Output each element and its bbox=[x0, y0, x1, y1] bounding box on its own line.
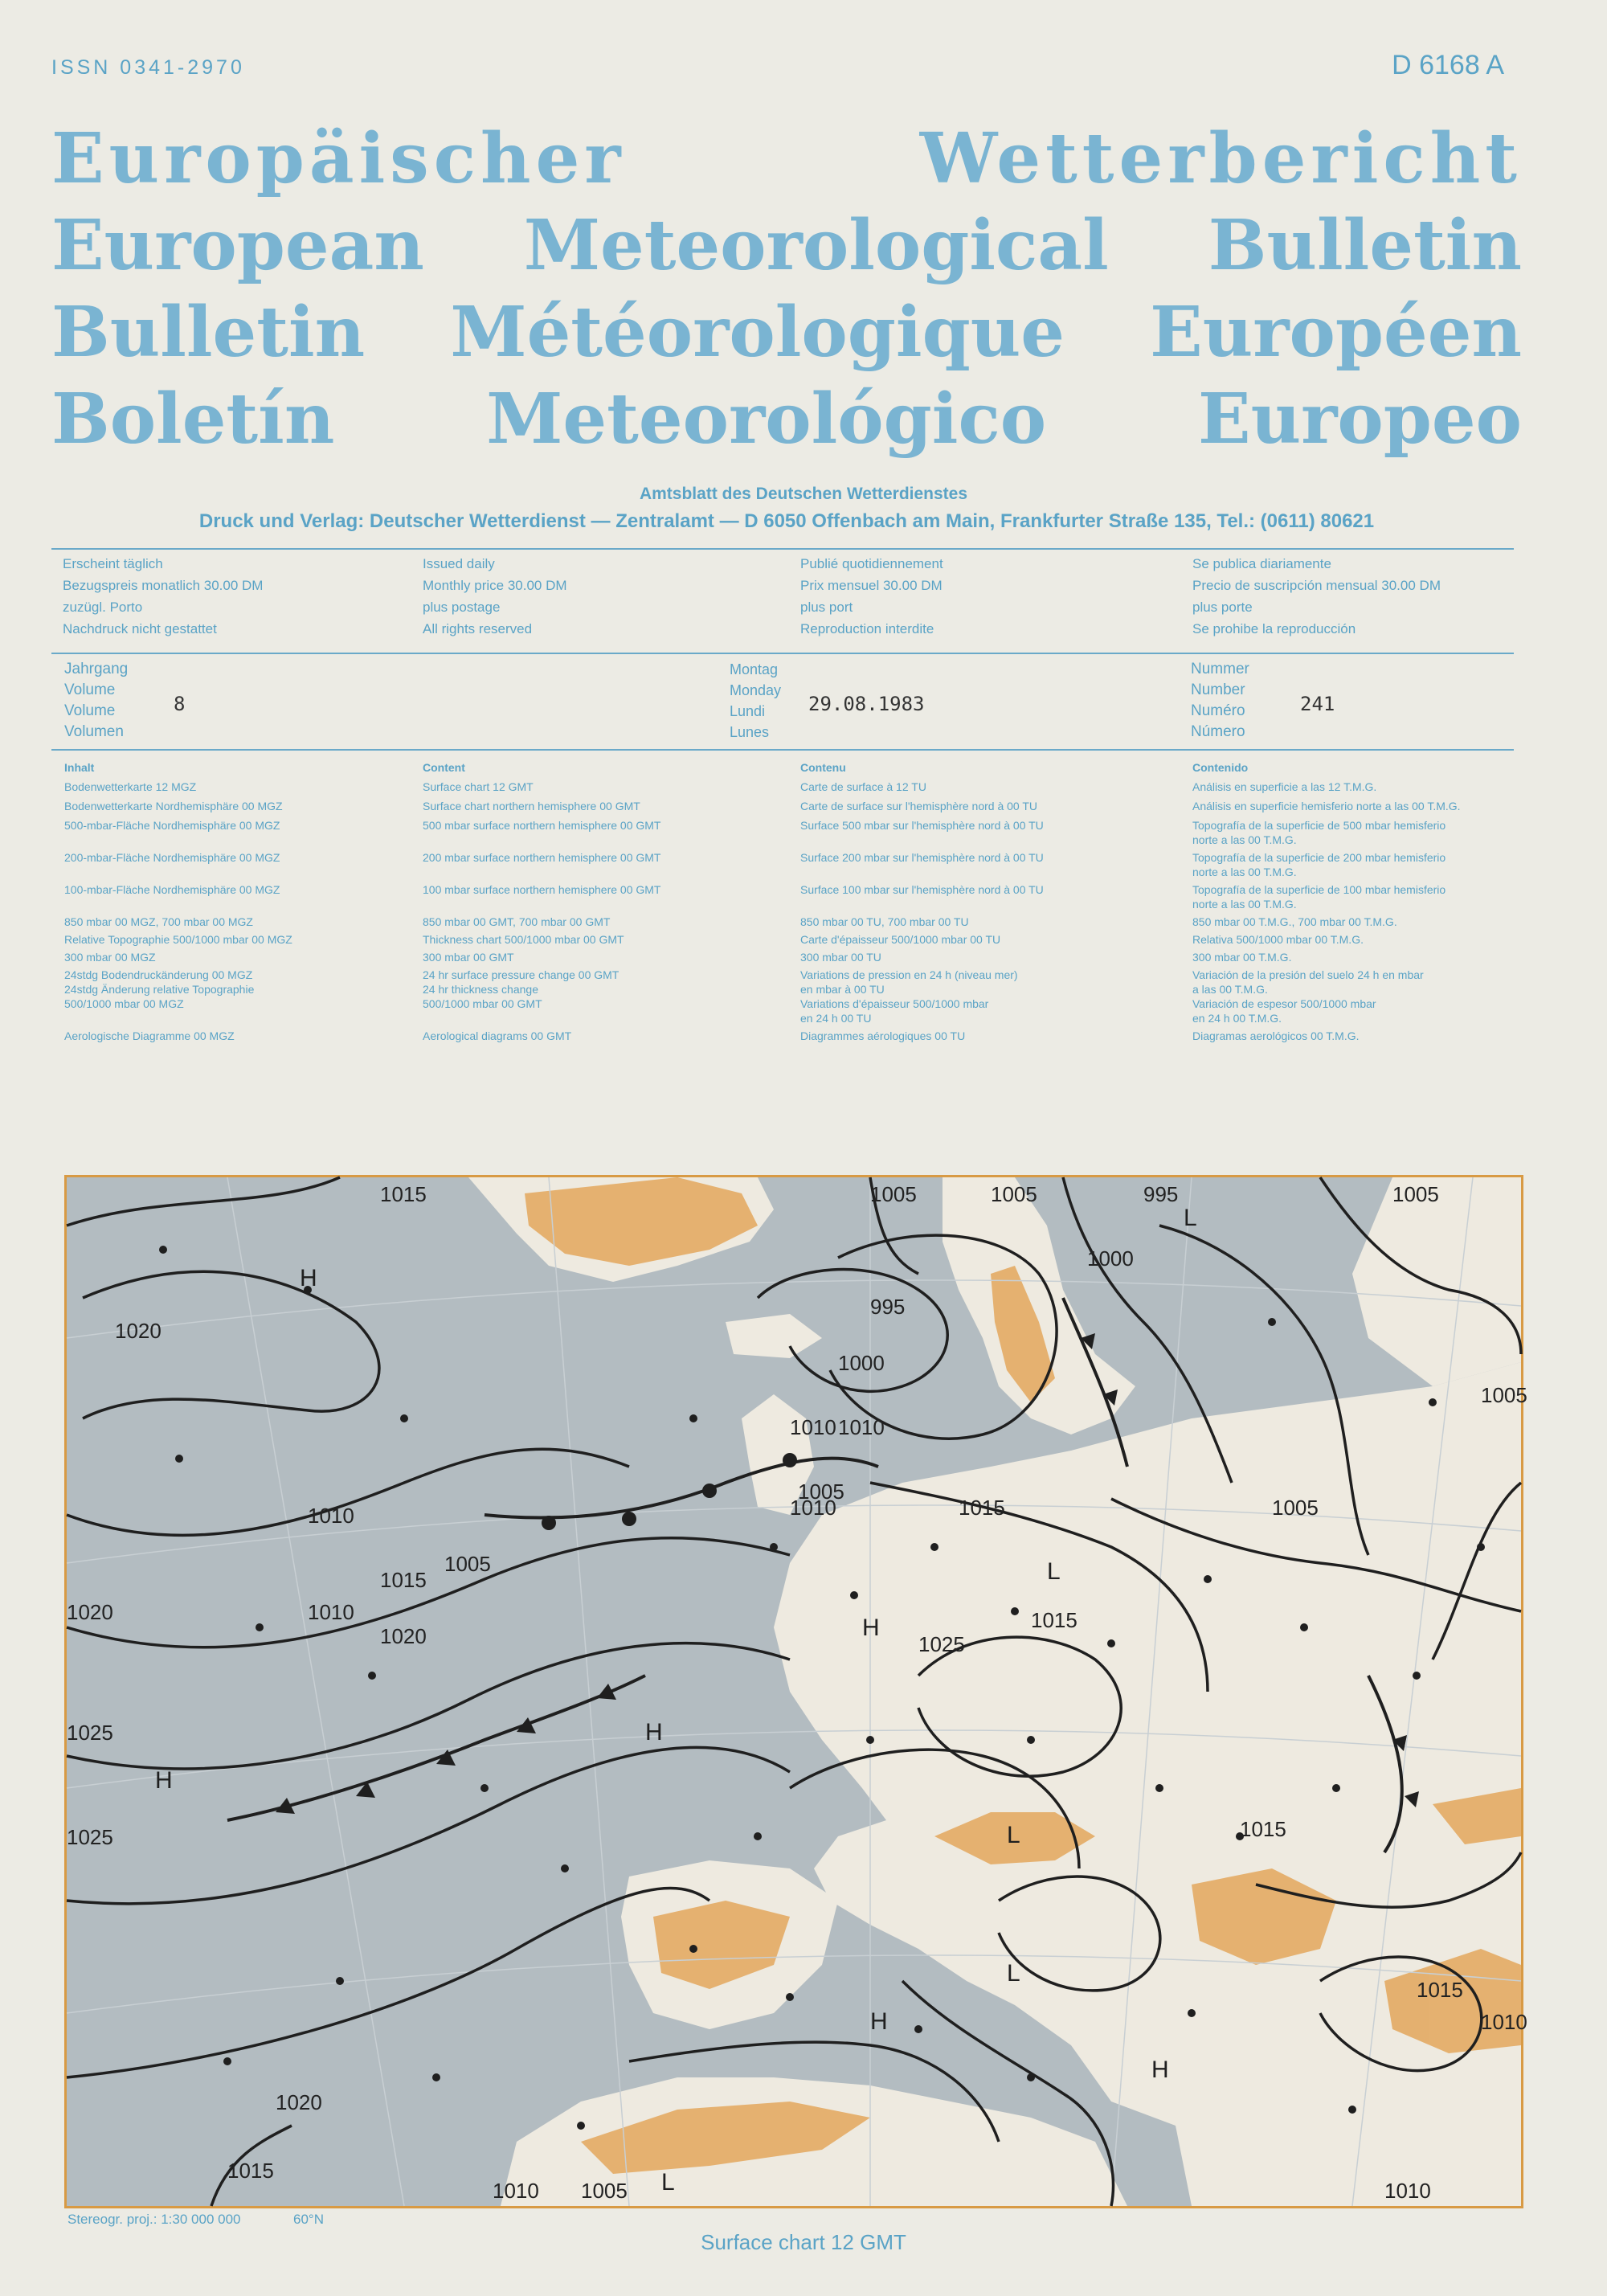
high-pressure-center: H bbox=[645, 1719, 663, 1746]
official-gazette-line: Amtsblatt des Deutschen Wetterdienstes bbox=[639, 485, 968, 503]
issue-date: 29.08.1983 bbox=[808, 693, 925, 715]
volume-value: 8 bbox=[174, 693, 186, 715]
number-labels: Nummer Number Numéro Número bbox=[1191, 661, 1249, 740]
isobar-label: 1010 bbox=[1481, 2010, 1527, 2034]
publication-english: Issued daily Monthly price 30.00 DM plus postage All rights reserved bbox=[423, 556, 567, 636]
title-spanish: Boletín Meteorológico Europeo bbox=[51, 379, 1522, 460]
publication-french: Publié quotidiennement Prix mensuel 30.00 DM plus port Reproduction interdite bbox=[800, 556, 943, 636]
high-pressure-center: H bbox=[155, 1767, 173, 1794]
isobar-label: 1015 bbox=[380, 1568, 427, 1592]
isobar-label: 1015 bbox=[227, 2159, 274, 2183]
issn-number: ISSN 0341-2970 bbox=[51, 56, 245, 79]
title-french: Bulletin Météorologique Européen bbox=[51, 292, 1522, 373]
isobar-label: 1005 bbox=[1392, 1182, 1439, 1206]
low-pressure-center: L bbox=[1184, 1205, 1197, 1231]
low-pressure-center: L bbox=[1007, 1960, 1020, 1987]
isobar-label: 1010 bbox=[308, 1504, 354, 1528]
high-pressure-center: H bbox=[870, 2008, 888, 2035]
contents-english: Content Surface chart 12 GMT Surface chart northern hemisphere 00 GMT 500 mbar surface northern hemisphere 00 GMT 200 mbar surface northern hemisphere 00 GMT 100 mbar surface northern hemisphere 00 GMT 850 mbar 00 GMT, 700 mbar 00 GMT Thickness chart 500/1000 mbar 00 GMT 300 mbar 00 GMT 24 hr surface pressure change 00 GMT 24 hr thickness change 500/1000 mbar 00 GMT Aerological diagrams 00 GMT bbox=[423, 761, 661, 1042]
weekday-labels: Montag Monday Lundi Lunes bbox=[730, 661, 782, 740]
low-pressure-center: L bbox=[1007, 1822, 1020, 1848]
isobar-label: 1010 bbox=[308, 1600, 354, 1624]
high-pressure-center: H bbox=[300, 1265, 317, 1291]
isobar-label: 1005 bbox=[444, 1552, 491, 1576]
isobar-label: 1025 bbox=[67, 1825, 113, 1849]
isobar-label: 995 bbox=[1143, 1182, 1179, 1206]
contents-french: Contenu Carte de surface à 12 TU Carte de surface sur l'hemisphère nord à 00 TU Surface 500 mbar sur l'hemisphère nord à 00 TU Surface 200 mbar sur l'hemisphère nord à 00 TU Surface 100 mbar sur l'hemisphère nord à 00 TU 850 mbar 00 TU, 700 mbar 00 TU Carte d'épaisseur 500/1000 mbar 00 TU 300 mbar 00 TU Variations de pression en 24 h (niveau mer) en mbar à 00 TU Variations d'épaisseur 500/1000 mbar en 24 h 00 TU Diagrammes aérologiques 00 TU bbox=[800, 761, 1044, 1042]
isobar-label: 1015 bbox=[959, 1496, 1005, 1520]
low-pressure-center: L bbox=[1047, 1558, 1061, 1585]
isobar-label: 1020 bbox=[115, 1319, 162, 1343]
isobar-label: 1020 bbox=[67, 1600, 113, 1624]
isobar-label: 1025 bbox=[918, 1632, 965, 1656]
publication-german: Erscheint täglich Bezugspreis monatlich 30.00 DM zuzügl. Porto Nachdruck nicht gestattet bbox=[63, 556, 264, 636]
postal-code: D 6168 A bbox=[1392, 50, 1504, 80]
isobar-label: 1015 bbox=[1240, 1817, 1286, 1841]
isobar-label: 1015 bbox=[1417, 1978, 1463, 2002]
latitude-note: 60°N bbox=[293, 2212, 324, 2227]
high-pressure-center: H bbox=[1151, 2057, 1169, 2083]
isobar-label: 1015 bbox=[1031, 1608, 1077, 1632]
isobar-label: 1020 bbox=[380, 1624, 427, 1648]
iceland-landmass bbox=[726, 1314, 822, 1358]
isobar-label: 1025 bbox=[67, 1721, 113, 1745]
isobar-label: 1000 bbox=[1087, 1246, 1134, 1271]
volume-labels: Jahrgang Volume Volume Volumen bbox=[64, 661, 129, 740]
issue-number: 241 bbox=[1300, 693, 1335, 715]
divider bbox=[51, 548, 1514, 550]
isobar-label: 1010 bbox=[493, 2179, 539, 2203]
isobar-label: 1015 bbox=[380, 1182, 427, 1206]
low-pressure-center: L bbox=[661, 2169, 675, 2196]
isobar-label: 1005 bbox=[870, 1182, 917, 1206]
isobar-label: 1005 bbox=[991, 1182, 1037, 1206]
publisher-line: Druck und Verlag: Deutscher Wetterdienst — Zentralamt — D 6050 Offenbach am Main, Frankfurter Straße 135, Tel.: (0611) 80621 bbox=[198, 510, 1375, 532]
isobar-label: 1010 bbox=[790, 1496, 836, 1520]
title-german: Europäischer Wetterbericht bbox=[51, 118, 1522, 199]
isobar-label: 1010 bbox=[1384, 2179, 1431, 2203]
divider bbox=[51, 653, 1514, 654]
isobar-label: 1010 bbox=[838, 1415, 885, 1439]
surface-chart-map bbox=[64, 1175, 1527, 2208]
isobar-label: 1005 bbox=[798, 1480, 844, 1504]
isobar-label: 1005 bbox=[1481, 1383, 1527, 1407]
isobar-label: 1000 bbox=[838, 1351, 885, 1375]
europe-landmass bbox=[774, 1362, 1521, 2206]
isobar-label: 995 bbox=[870, 1295, 906, 1319]
isobar-label: 1010 bbox=[790, 1415, 836, 1439]
projection-note: Stereogr. proj.: 1:30 000 000 bbox=[67, 2212, 241, 2227]
contents-german: Inhalt Bodenwetterkarte 12 MGZ Bodenwetterkarte Nordhemisphäre 00 MGZ 500-mbar-Fläche Nordhemisphäre 00 MGZ 200-mbar-Fläche Nordhemisphäre 00 MGZ 100-mbar-Fläche Nordhemisphäre 00 MGZ 850 mbar 00 MGZ, 700 mbar 00 MGZ Relative Topographie 500/1000 mbar 00 MGZ 300 mbar 00 MGZ 24stdg Bodendruckänderung 00 MGZ 24stdg Änderung relative Topographie 500/1000 mbar 00 MGZ Aerologische Diagramme 00 MGZ bbox=[64, 761, 292, 1042]
eastern-landmass bbox=[1352, 1177, 1521, 1386]
map-graphic bbox=[67, 1177, 1527, 2206]
isobar-label: 1005 bbox=[1272, 1496, 1319, 1520]
isobar-label: 1005 bbox=[581, 2179, 628, 2203]
publication-spanish: Se publica diariamente Precio de suscripción mensual 30.00 DM plus porte Se prohibe la reproducción bbox=[1192, 556, 1441, 636]
isobar-label: 1020 bbox=[276, 2090, 322, 2114]
divider bbox=[51, 749, 1514, 751]
contents-spanish: Contenido Análisis en superficie a las 12 T.M.G. Análisis en superficie hemisferio norte a las 00 T.M.G. Topografía de la superficie de 500 mbar hemisferio norte a las 00 T.M.G. Topografía de la superficie de 200 mbar hemisferio norte a las 00 T.M.G. Topografía de la superficie de 100 mbar hemisferio norte a las 00 T.M.G. 850 mbar 00 T.M.G., 700 mbar 00 T.M.G. Relativa 500/1000 mbar 00 T.M.G. 300 mbar 00 T.M.G. Variación de la presión del suelo 24 h en mbar a las 00 T.M.G. Variación de espesor 500/1000 mbar en 24 h 00 T.M.G. Diagramas aerológicos 00 T.M.G. bbox=[1192, 761, 1461, 1042]
chart-caption: Surface chart 12 GMT bbox=[701, 2230, 906, 2254]
title-english: European Meteorological Bulletin bbox=[51, 205, 1522, 286]
high-pressure-center: H bbox=[862, 1615, 880, 1641]
